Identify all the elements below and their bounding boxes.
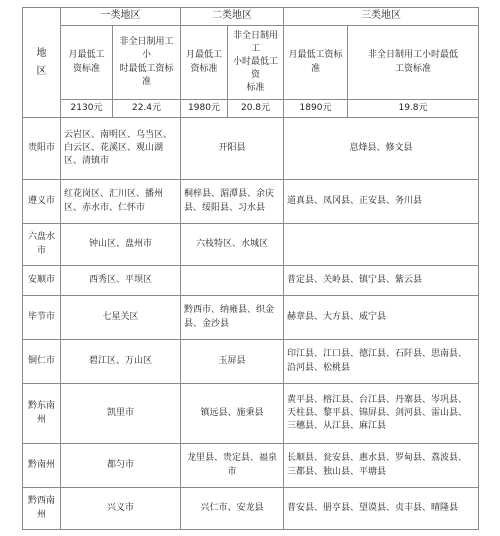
region-name: 毕节市 [23, 296, 61, 340]
table-row [23, 224, 479, 266]
class2-areas: 桐梓县、湄潭县、余庆县、绥阳县、习水县 [181, 180, 284, 224]
table-row [23, 444, 479, 488]
region-name: 贵阳市 [23, 118, 61, 180]
class2-areas: 龙里县、贵定县、福泉市 [181, 444, 284, 488]
class1-header: 一类地区 [61, 8, 181, 26]
class1-areas: 云岩区、南明区、乌当区、白云区、花溪区、观山湖区、清镇市 [61, 118, 181, 180]
header-row-class [23, 8, 479, 26]
region-name: 遵义市 [23, 180, 61, 224]
class2-header: 二类地区 [181, 8, 284, 26]
class1-areas: 都匀市 [61, 444, 181, 488]
region-name: 黔南州 [23, 444, 61, 488]
class3-monthly-header: 月最低工资标 准 [284, 26, 348, 100]
class3-areas: 赫章县、大方县、威宁县 [284, 296, 479, 340]
class2-hourly-header: 非全日制用工 小时最低工资 标准 [228, 26, 284, 100]
class3-header: 三类地区 [284, 8, 479, 26]
class2-areas: 镇远县、施秉县 [181, 384, 284, 444]
class2-monthly-value: 1980元 [181, 100, 228, 118]
table-row [23, 180, 479, 224]
class1-areas: 碧江区、万山区 [61, 340, 181, 384]
table-row [23, 266, 479, 296]
class3-areas [284, 224, 479, 266]
table-row [23, 340, 479, 384]
region-header [23, 8, 61, 118]
region-name: 黔东南州 [23, 384, 61, 444]
header-row-standard [23, 26, 479, 100]
class2-areas [181, 266, 284, 296]
class3-hourly-header: 非全日制用工小时最低 工资标准 [348, 26, 479, 100]
class2-areas: 开阳县 [181, 118, 284, 180]
class3-areas: 普定县、关岭县、镇宁县、紫云县 [284, 266, 479, 296]
class3-areas: 普安县、册亨县、望谟县、贞丰县、晴隆县 [284, 488, 479, 530]
region-header-label: 地 区 [36, 47, 47, 77]
class3-areas: 长顺县、瓮安县、惠水县、罗甸县、荔波县、三都县、独山县、平塘县 [284, 444, 479, 488]
table-row [23, 488, 479, 530]
class1-hourly-header: 非全日制用工小 时最低工资标准 [113, 26, 181, 100]
class2-areas: 兴仁市、安龙县 [181, 488, 284, 530]
region-name: 安顺市 [23, 266, 61, 296]
class2-areas: 六枝特区、水城区 [181, 224, 284, 266]
table-row [23, 384, 479, 444]
class3-areas: 息烽县、修文县 [284, 118, 479, 180]
class1-areas: 西秀区、平坝区 [61, 266, 181, 296]
class1-areas: 红花岗区、汇川区、播州区、赤水市、仁怀市 [61, 180, 181, 224]
class2-monthly-header: 月最低工 资标准 [181, 26, 228, 100]
class3-areas: 黄平县、榕江县、台江县、丹寨县、岑巩县、天柱县、黎平县、锦屏县、剑河县、雷山县、三穗县、从江县、麻江县 [284, 384, 479, 444]
class1-areas: 七星关区 [61, 296, 181, 340]
class1-areas: 钟山区、盘州市 [61, 224, 181, 266]
class2-hourly-value: 20.8元 [228, 100, 284, 118]
table-row [23, 296, 479, 340]
minimum-wage-table [22, 7, 479, 530]
class1-monthly-value: 2130元 [61, 100, 113, 118]
class1-monthly-header: 月最低工 资标准 [61, 26, 113, 100]
class1-areas: 兴义市 [61, 488, 181, 530]
class3-areas: 印江县、江口县、德江县、石阡县、思南县、沿河县、松桃县 [284, 340, 479, 384]
class1-areas: 凯里市 [61, 384, 181, 444]
region-name: 六盘水市 [23, 224, 61, 266]
class3-areas: 道真县、凤冈县、正安县、务川县 [284, 180, 479, 224]
class2-areas: 玉屏县 [181, 340, 284, 384]
value-row [23, 100, 479, 118]
class3-hourly-value: 19.8元 [348, 100, 479, 118]
region-name: 黔西南州 [23, 488, 61, 530]
class2-areas: 黔西市、纳雍县、织金县、金沙县 [181, 296, 284, 340]
table-row [23, 118, 479, 180]
class3-monthly-value: 1890元 [284, 100, 348, 118]
class1-hourly-value: 22.4元 [113, 100, 181, 118]
region-name: 铜仁市 [23, 340, 61, 384]
